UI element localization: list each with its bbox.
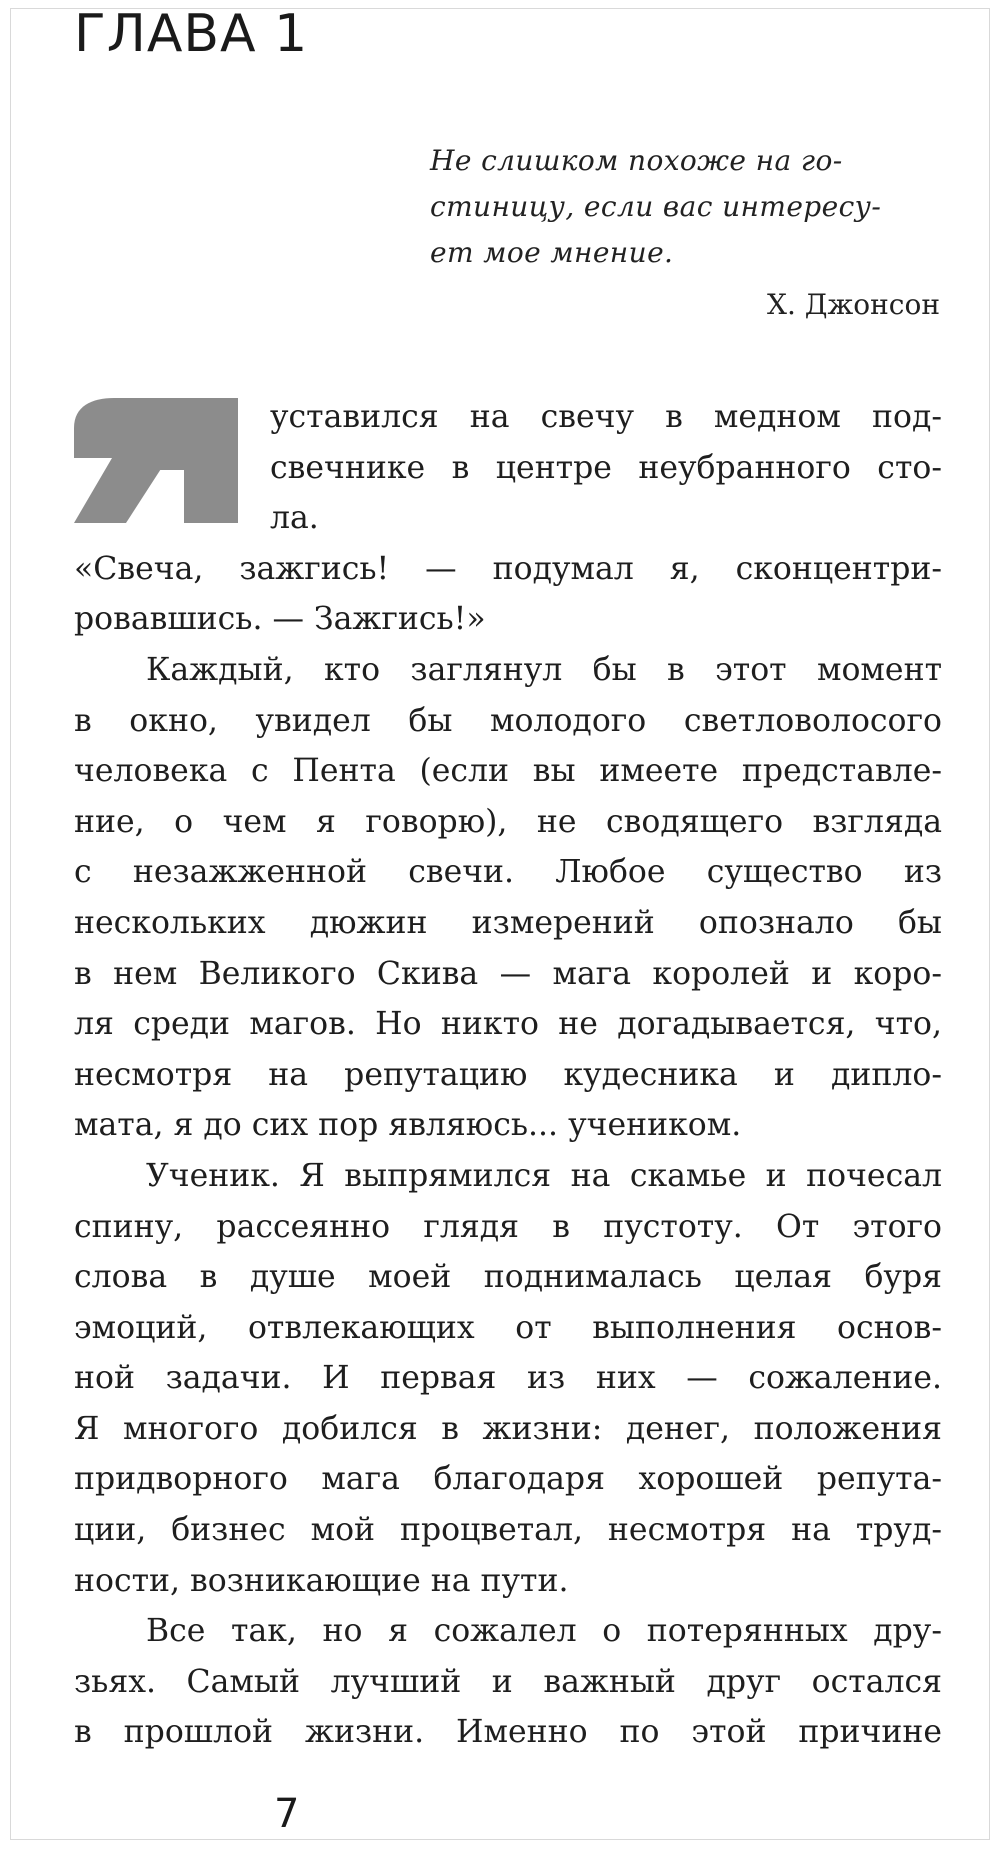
text-line: Ученик. Я выпрямился на скамье и почесал: [146, 1157, 942, 1194]
epigraph: [430, 138, 940, 328]
text-line: ции, бизнес мой процветал, несмотря на труд-: [74, 1512, 942, 1549]
text-line: ла.: [270, 500, 319, 537]
text-line: в окно, увидел бы молодого светловолосого: [74, 702, 942, 739]
text-line: уставился на свечу в медном под-: [270, 399, 942, 435]
text-line: Я многого добился в жизни: денег, положения: [74, 1410, 942, 1447]
text-line: ля среди магов. Но никто не догадывается, что,: [74, 1006, 942, 1043]
text-line: Каждый, кто заглянул бы в этот момент: [146, 651, 942, 688]
epigraph-text: [430, 138, 940, 276]
text-line: придворного мага благодаря хорошей репута-: [74, 1461, 942, 1498]
text-line: человека с Пента (если вы имеете представле-: [74, 753, 942, 790]
text-line: ровавшись. — Зажгись!»: [74, 601, 486, 638]
text-line: зьях. Самый лучший и важный друг остался: [74, 1663, 942, 1700]
page-number: 7: [274, 1791, 300, 1837]
text-line: «Свеча, зажгись! — подумал я, сконцентри-: [74, 550, 942, 587]
text-line: с незажженной свечи. Любое существо из: [74, 854, 942, 891]
epigraph-line: стиницу, если вас интересу-: [430, 190, 882, 223]
chapter-title: ГЛАВА 1: [74, 4, 309, 64]
text-line: эмоций, отвлекающих от выполнения основ-: [74, 1309, 942, 1346]
text-line: слова в душе моей поднималась целая буря: [74, 1259, 942, 1296]
body-text: [74, 392, 942, 1758]
text-line: в нем Великого Скива — мага королей и коро-: [74, 955, 942, 992]
text-line: несмотря на репутацию кудесника и дипло-: [74, 1056, 942, 1093]
text-line: Все так, но я сожалел о потерянных дру-: [146, 1613, 942, 1650]
text-line: ние, о чем я говорю), не сводящего взгляда: [74, 803, 942, 840]
epigraph-author: Х. Джонсон: [767, 288, 940, 321]
text-line: в прошлой жизни. Именно по этой причине: [74, 1714, 942, 1751]
text-line: свечнике в центре неубранного сто-: [270, 449, 942, 486]
text-line: спину, рассеянно глядя в пустоту. От этого: [74, 1208, 942, 1245]
epigraph-line: Не слишком похоже на го-: [430, 144, 843, 177]
text-line: нескольких дюжин измерений опознало бы: [74, 904, 942, 941]
text-line: ной задачи. И первая из них — сожаление.: [74, 1360, 942, 1397]
text-line: мата, я до сих пор являюсь... учеником.: [74, 1107, 742, 1144]
epigraph-line: ет мое мнение.: [430, 236, 674, 269]
text-line: ности, возникающие на пути.: [74, 1562, 569, 1599]
